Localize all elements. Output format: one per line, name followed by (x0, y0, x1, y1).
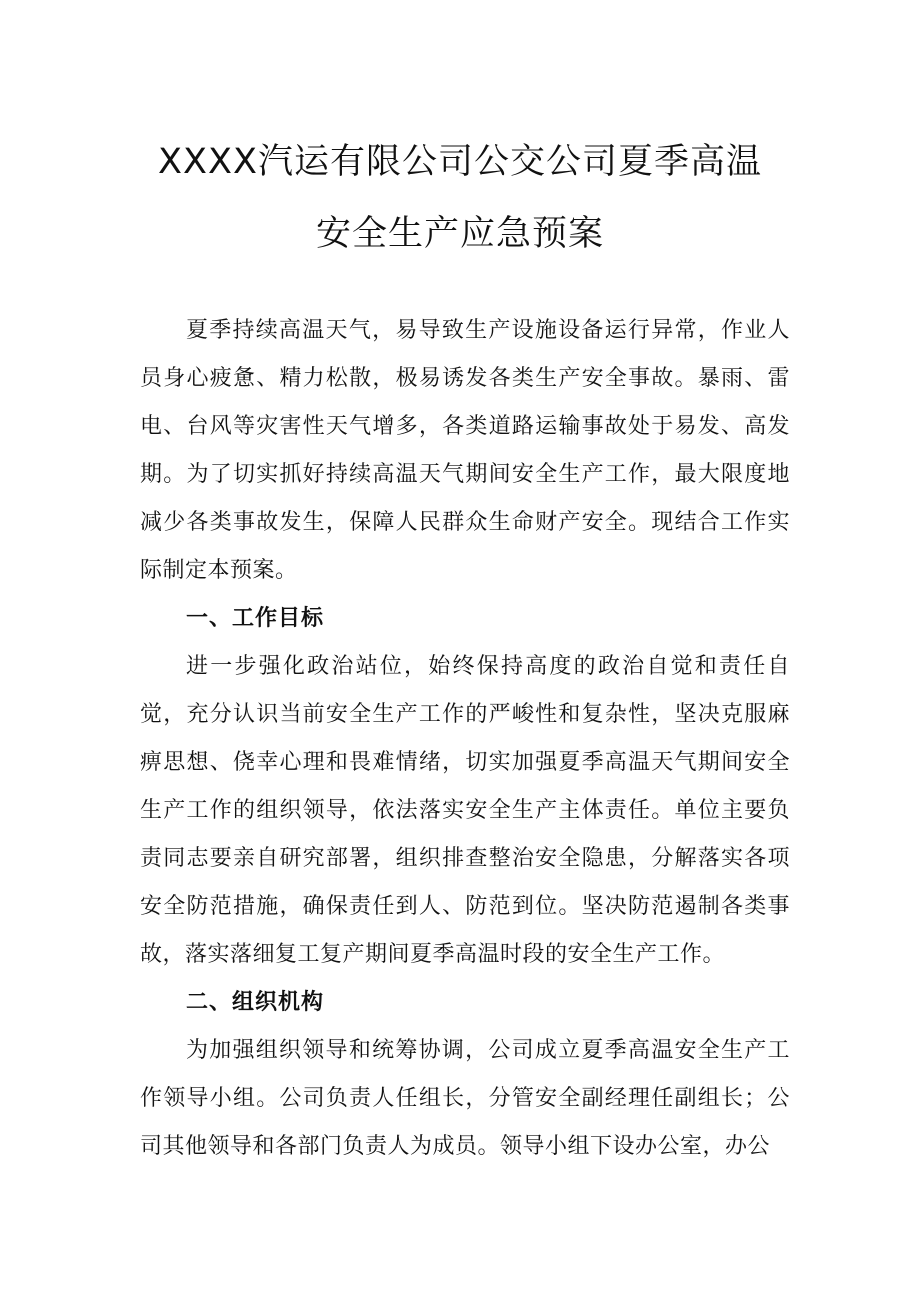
document-body (140, 307, 790, 1171)
organization-paragraph: 为加强组织领导和统筹协调，公司成立夏季高温安全生产工作领导小组。公司负责人任组长，分管安全副经理任副组长；公司其他领导和各部门负责人为成员。领导小组下设办公室，办公 (140, 1038, 790, 1159)
document-title-line-1: XXXX汽运有限公司公交公司夏季高温 (158, 142, 762, 182)
section-heading-work-goals: 一、工作目标 (186, 606, 325, 631)
section-heading-organization: 二、组织机构 (186, 990, 325, 1015)
work-goals-paragraph: 进一步强化政治站位，始终保持高度的政治自觉和责任自觉，充分认识当前安全生产工作的严峻性和复杂性，坚决克服麻痹思想、侥幸心理和畏难情绪，切实加强夏季高温天气期间安全生产工作的组织领导，依法落实安全生产主体责任。单位主要负责同志要亲自研究部署，组织排查整治安全隐患，分解落实各项安全防范措施，确保责任到人、防范到位。坚决防范遏制各类事故，落实落细复工复产期间夏季高温时段的安全生产工作。 (140, 654, 790, 967)
intro-paragraph: 夏季持续高温天气，易导致生产设施设备运行异常，作业人员身心疲惫、精力松散，极易诱发各类生产安全事故。暴雨、雷电、台风等灾害性天气增多，各类道路运输事故处于易发、高发期。为了切实抓好持续高温天气期间安全生产工作，最大限度地减少各类事故发生，保障人民群众生命财产安全。现结合工作实际制定本预案。 (140, 318, 790, 583)
document-title-line-2: 安全生产应急预案 (315, 214, 604, 254)
